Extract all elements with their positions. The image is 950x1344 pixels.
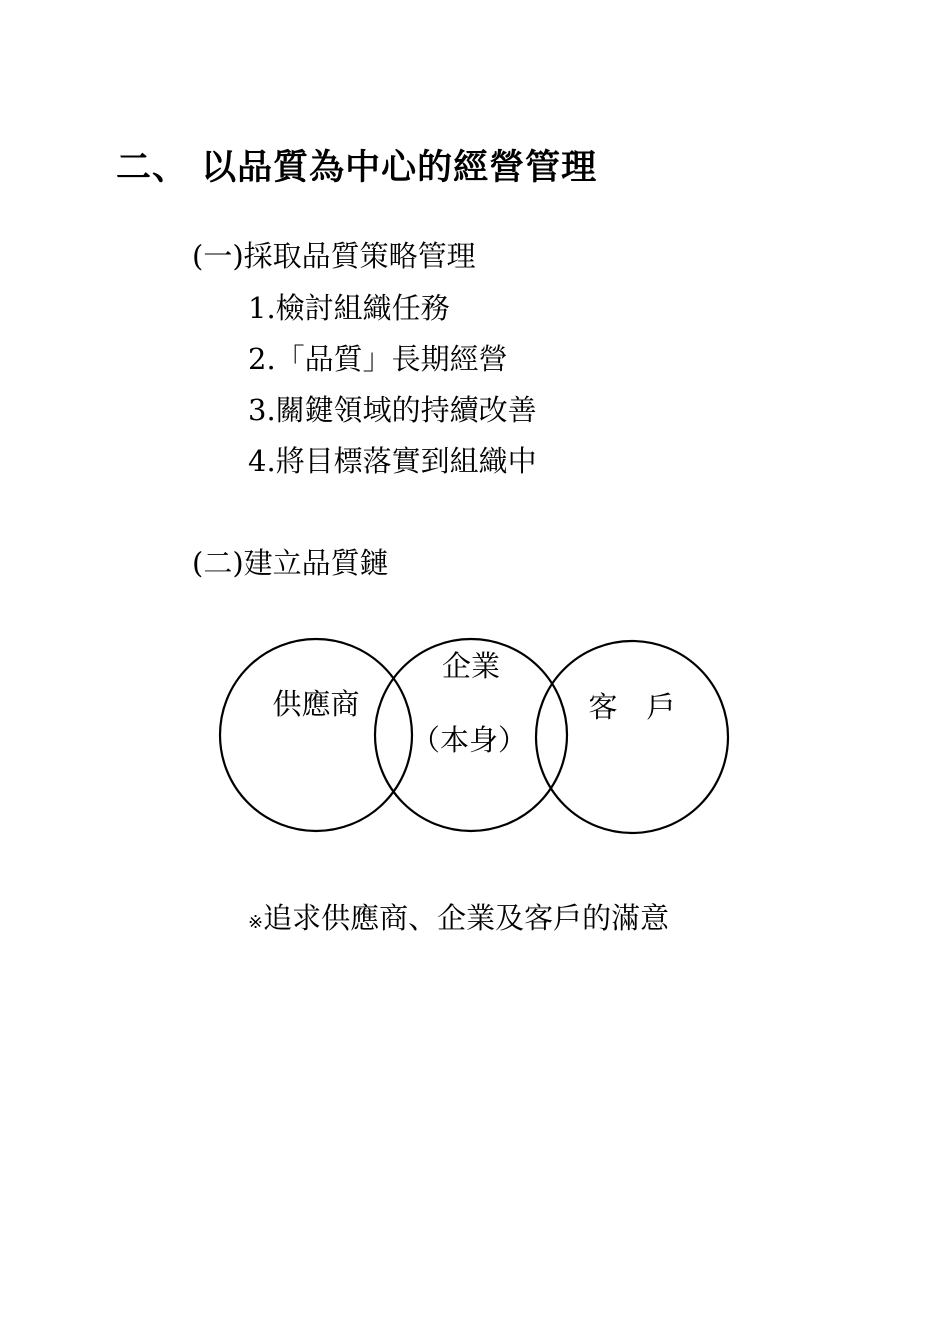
supplier-circle xyxy=(220,639,412,831)
note-text: 追求供應商、企業及客戶的滿意 xyxy=(263,901,670,935)
customer-circle xyxy=(536,641,728,833)
section-2-label: (二)建立品質鏈 xyxy=(192,546,389,580)
supplier-label: 供應商 xyxy=(272,687,360,721)
customer-label: 客 戶 xyxy=(588,690,676,724)
enterprise-label: 企業 xyxy=(441,649,501,683)
list-item: 3.關鍵領域的持續改善 xyxy=(248,393,537,427)
list-item: 1.檢討組織任務 xyxy=(248,291,450,325)
list-item: 4.將目標落實到組織中 xyxy=(248,444,537,478)
list-item: 2.「品質」長期經營 xyxy=(248,342,508,376)
page-title: 二、 以品質為中心的經營管理 xyxy=(116,148,598,188)
section-1-label: (一)採取品質策略管理 xyxy=(192,239,476,273)
reference-mark: ※ xyxy=(248,912,264,933)
enterprise-self-label: （本身） xyxy=(410,723,528,757)
satisfaction-note xyxy=(248,900,669,941)
